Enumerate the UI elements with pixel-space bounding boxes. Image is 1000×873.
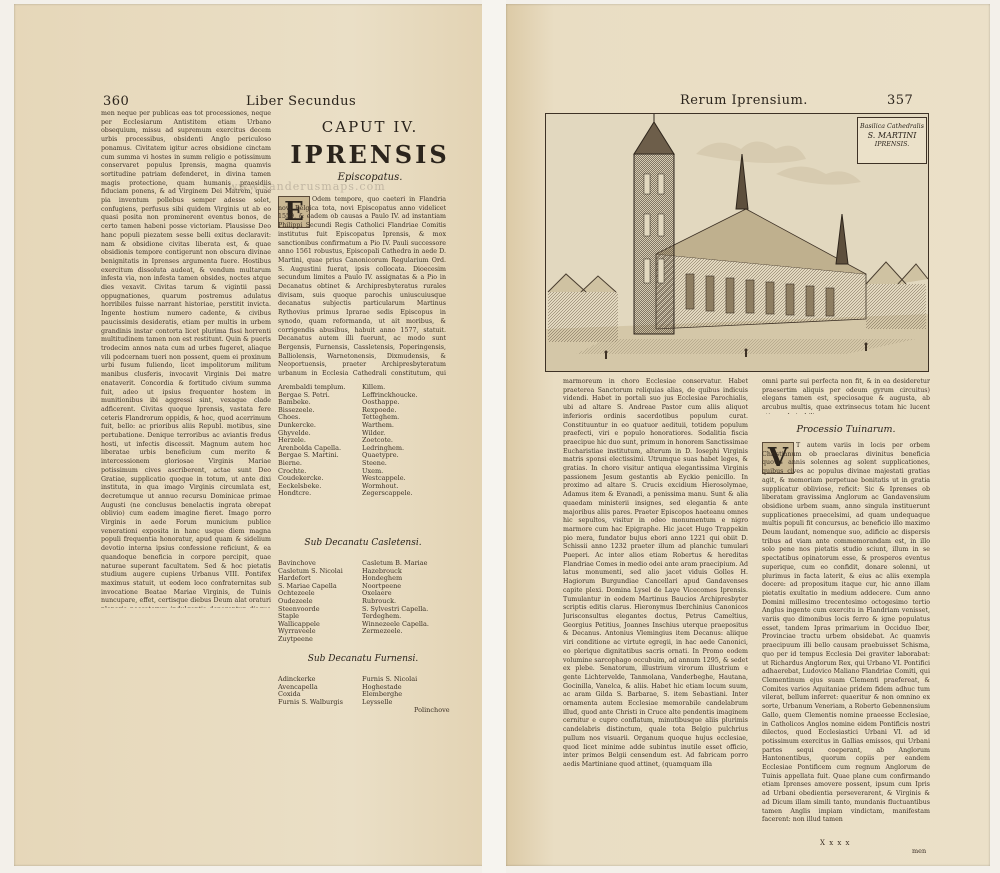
procession-heading: Processio Tuinarum.: [796, 424, 896, 435]
list-item: Ghyvelde.: [278, 428, 311, 437]
list-item: Bergae S. Petri.: [278, 390, 330, 399]
list-item: Oudezeele: [278, 596, 313, 605]
page-fold: [482, 0, 506, 873]
cartouche-line: S. MARTINI: [867, 131, 917, 140]
list-item: Westcappele.: [362, 474, 406, 483]
list-item: Avencapella: [278, 682, 318, 691]
list-item: Rexpoede.: [362, 405, 397, 414]
list-item: Adinckerke: [278, 675, 316, 683]
list-item: Ledringhem.: [362, 443, 405, 452]
list-item: Quaetypre.: [362, 451, 399, 460]
right-page-left-paragraph: marmoreum in choro Ecclesiae conservatur. Habet praeterea Sanctorum reliquias alias, de quibus indicuis videndi. Habet in portali suo jus Ecclesiae Parochialis, ubi ad altare S. Andreae Pastor cum aliis aliquot inferioris ordinis sacerdotibus populum curat. Constituuntur in eo quatuor aedituii, totidem populum praefecti, viri e populo honoratiores. Sodalitia fiscia praecipue hic duo sunt, primum in honorem Sanctissimae Eucharistiae institutum, alterum in D. Iosephi Virginis matris sponsi electissimi. Utrumque suas habet leges, & gratias. In choro visitur antiqua elegantissima Virginis passionem Jesum gestantis ab Eyckio penicillo. In proximo ad altare S. Crucis excidium Hierosolymae, Adamus item & Evanadi, a penissima manu. Sunt & alia quaedam ministerii insignes, sed elegantia & ante majoribus aliis pares. Praeter Episcopos haeteanu omnes hic sepultos, visitur in odeo monumentum e nigro marmore cum hac Epigraphe. Hic jacet Hugo Trappekin pio mera, fundator bujus ebori anno 1221 qui obiit D. Schissii anno 1232 praeter illum ad planchic tumulari Pueperi. Ac inter alios etiam Robertus & hereditas Flandriae Comes in medio odei ante aram praecipium. Ad latus monumenti, sed alio jacet viduis Golles H. Hagiorum Burgundiae Cancellari apud Gandavenses capite plexi. Domina Lysel de Laye Vicecomes Iprensis. Tumulantur in eodem Martinus Baucios Archipresbyter scriptis editis clarus. Hieronymus Iberchinius Canonicos Jurisconsultus elegantes doctus, Petrus Cameltius, Georgius Petitius, Joannes Inschius uterque praepositus & Decanus. Antonius Vlemingius item Decanus: aliique viri conditione ac virtute egregii, in hac aede Canonici, eo plerique dignitatibus sacris ornati. In Promo eodem volumine sarcophago occubuim, ad annum 1295, & sedet ex plebe. Senatorum, illustrium virorum illustrium e gente Lichtervelde, Tanmolana, Vanderbeghe, Hautana, Gocinilla, Vanelca, & aliis. Habet hic etiam locum suum, ac aram Gilda S. Barbarae, S. item Sebastiani. Inter ornamenta autem Ecclesiae memorabile candelabrum illud, quod ante Christi in Cruce alte pendentis imaginem cernitur e cupro conflatum, minutibusque aliis plurimis candelabris distinctum, quale tota Belgio pulchrius pullum nos visuarii. Organum quoque hujus ecclesiae, quod licet minime adde subintus inutile esset officio, inter primos Belgii censendum est. Ad fabricam porro aedis Martiniane quod attinet, (quamquam illa: [563, 378, 748, 768]
cartouche: [857, 117, 927, 164]
bergen-list-a: [278, 384, 346, 498]
list-item: Herzele.: [278, 436, 306, 445]
list-item: Dunkercke.: [278, 420, 316, 429]
furnes-list-b: [362, 676, 417, 706]
list-item: Leffrinckhoucke.: [362, 390, 418, 399]
list-item: S. Sylvestri Capella.: [362, 604, 429, 613]
left-catchword: Polinchove: [414, 706, 450, 714]
list-item: Furnis S. Walburgis: [278, 697, 343, 706]
list-item: Staple: [278, 612, 300, 621]
list-item: Arenbolda Capella.: [278, 443, 342, 452]
list-item: Killem.: [362, 383, 386, 391]
cassel-list-a: [278, 560, 343, 644]
chapter-subtitle: Episcopatus.: [337, 172, 403, 183]
bergen-list-b: [362, 384, 418, 498]
left-running-head: Liber Secundus: [246, 94, 357, 109]
list-item: Wyrraveele: [278, 627, 316, 636]
list-item: Steenvoorde: [278, 604, 320, 613]
right-running-head: Rerum Iprensium.: [680, 93, 808, 108]
list-item: Choes.: [278, 413, 301, 422]
list-item: Rubrouck.: [362, 596, 397, 605]
list-item: Warthem.: [362, 420, 394, 429]
dropcap-v: V: [762, 442, 794, 474]
list-item: Bierne.: [278, 458, 302, 467]
list-item: Noortpeene: [362, 581, 402, 590]
cartouche-line: IPRENSIS.: [874, 141, 910, 148]
subsection-heading-furnes: Sub Decanatu Furnensi.: [307, 654, 419, 664]
list-item: Oxelaere: [362, 589, 392, 598]
list-item: Hondeghem: [362, 574, 403, 583]
left-column-paragraph: men neque per publicas eas tot processiones, neque per Ecclesiarum Antistitem etiam Urbano obsequium, missu ad supremum exercitus decem urbis processibus, obsidenti Anglo periculoso ponamus. Civitatem igitur acres obsidione cinctam cum summa vi hostes in summ religio e potissimum conservaret populus Iprensis, magna quamvis sortitudine patriam defenderet, in divina tamen magis protectione, quam humanis praesidiis fiduciam ponens, & ad Virginem Dei Matrem, quae pia inventum pollebus semper adesse solet, confugiens, perfusus sibi quidem Virginis ut ab eo quasi posita non prominerent eventus bonos, de certo tamen habeni posse victoriam. Plausisse Deo hanc populi piezatem sesse belli exitus declaravit: nam & obsidione civitas liberata est, & quae obsidionis tempore contigerunt non obscura divinae benignitatis in Iprenses argumenta fuere. Hostibus exercitum dissoluta audeat, & vendum multarum infesta via, non infesta tamen obsides, noctes atque dies vexavit. Civitas tarum & vigintii passi oppugnationes, quarum postremus adulatus horribiles fuisse narrant historiae, perstitit invicta. Ingente hostium numero cadente, & civibus paucissimis desideratis, etiam per multis in urbem grandinis instar contorta licet plurima fissi horrenti multitudinem tamen non est restitunt. Quin & pueris trodecim annos nata cum ad urbes fugeret, aliaque vili podcernam tueri non possent, quem ei proxinum urbi fusum fuliendo, licet impolitorum militum manibus clusferis, invocavit Virginis Dei matre enataverit. Concordia & fortitudo civium summa fuit, adeo ut ipsius frequenter hostem in munitionibus ibi aggressi sint, vexaque clade adficerent. Civitas quoque Iprensis, vastata fere ceteris Flandrorum oppidis, & hoc, quod acerrimum fuit, bello: ac prioribus aliis Republ. motibus, sine pertubatione. Denique terroribus ac aviantis fredus hosti, ut infectis discessit. Magnum autem hoc liberatae urbis beneficium cum merito & intercessionem gloriosae Virginis Mariae potissimum cives ascriberent, actae sunt Deo Gratiae, supplicatio quoque in totum, ut ante dixi instituta, in qua imago Virginis circumlata est, decretumque ut annuo recursu Dominicae primae Augusti (ne conclusus benelactis ingrata obrepat oblivio) cum eadem imagine fieret. Imago porro Virginis in aede Forum municium publice venerationi exposita in hanc usque diem magna populi frequentia honoratur, apud quam & sidelium devotio interna ipsius confessione reficiunt, & ea quandoque beneficia in corpore percipit, quae naturae superant facultatem. Sed & hoc pietatis studium augere cupiens Urbanus VIII. Pontifex maximus statuit, ut eodem loco confraternitas sub invocatione Beatae Mariae Virginis, de Tuinis nuncupare, effet, certisque diebus Deum alat oraturi: [101, 110, 271, 605]
list-item: Elemberghe: [362, 690, 403, 699]
list-item: Eeckelsbeke.: [278, 481, 322, 490]
subsection-heading-cassel: Sub Decanatu Casletensi.: [304, 538, 422, 548]
list-item: Coxida: [278, 690, 301, 699]
right-page-column-top: [762, 378, 930, 414]
list-item: Hondtcre.: [278, 489, 312, 498]
list-item: Hazebrouck: [362, 566, 402, 575]
list-item: Hardefort: [278, 574, 311, 583]
list-item: Furnis S. Nicolai: [362, 675, 418, 683]
right-column-paragraph: Odem tempore, quo caeteri in Flandria novi Belgica tota, novi Episcopatus anno videlicet 1559, & eadem ob causas a Paulo IV. ad instantiam Philippi Secundi Regis Catholici Flandriae Comitis institutus fuit Episcopatus Iprensis, & mox sanctionibus confirmatum a Pio IV. Pauli successore anno 1561 robustus, Episcopali Cathedra in aede D. Martini, quae prius Canonicorum Regularium Ord. S. Augustini fuerat, ipsis collocata. Dioecesim secundum limites a Paulo IV. assignatas & a Pio in Decanatus obtinet & Archipresbyteratus rurales divisam, suis quoque parochis uniuscuiusque decanatus subjectis particularum Martinus Rythovius primus Iprarae sedis Episcopus in synodo, quam reformanda, ut ait moribus, & corrigendis abusibus, habuit anno 1577, statuit. Decanatus autem illi fuerunt, ac modo sunt Bergensis, Furnensis, Cassletensis, Poperingensis, Balliolensis, Warnetonensis, Dixmudensis, & Neoportuensis, praeter Archipresbyteratum urbanum in Ecclesia Cathedrali constitutum, qui: [278, 196, 446, 376]
list-item: Zermezeele.: [362, 627, 403, 636]
left-page-number: 360: [103, 94, 130, 109]
procession-paragraph: T autem variis in locis per orbem Christianum ob praeclaras divinitus beneficia quovis annis solennes ag solent supplicationes, quibus cives ac populus divinae majestati gratias agit, & memoriam perpetuae bonitatis ut in gratia supplicatur obliviose, reficit: Sic & Iprenses ob liberatam gravissima Anglorum ac Gandavensium obsidione urbem suam, anno singula instituerunt supplicationes praecelsimi, ad quam undequaque multis populi fit concursus, ac beneficio illo maximo Deum laudant, nomenque suo, adificio ac dispersis tribus ad viam ante commemorandam est, in illo solo pene nos pietatis studio sciunt, illum in se spectatibus opinatorum esse, & prosperos eventus superique, cum eo confidit, donare solenni, ut plurimus in facta laterit, & eius ac aliis exempla docere: ad propositum itaque cur, hic anno illam pietatis exultatio in medium addecere. Cum anno Domini millesimo trecentesimo octogesimo tertio Anglus ingente cum exercitu in Flandriam venisset, variis quo dimonibus locis ferro & igne populatus esset, tandem Ipras primarium in Occiduo Iber, Provinciae tractu urbem obsidebat. Ac quamvis praecipuum illi bello causam praebuisset Schisma, quo per id tempus Ecclesia Dei graviter laborabat: ut Richardus Anglorum Rex, qui Urbano VI. Pontifici adhaerebat, Ludovico Maliano Flandriae Comiti, qui Clementinum ejus suam Clementi praefereat, & Comites varios Aquitaniae pridem fidem adhuc tum vilerat, bellum inferret: quaeritur & non omnino ex sorte, Urbanum Veneriam, a Roberto Gebennensium Gallo, quem Clementis nomine praeesse Ecclesiae, in Catholicos Anglos nomine eidem Pontificis nostri dilectos, quod Ecclesiastici Urbani VI. ad id potissimum exercitus in Gallias emissos, qui Urbani partes sequi coeperant, ab Anglorum Hantonentibus, quorum copiis per eandem Ecclesiae Pontificem cum regnum Anglorum de Tuinis appellata fuit. Quae plane cum confirmando etiam Iprenses amovere possent, ipsum cum Ipris ad Urbani obedientia perseverarent, & Virginis & ad Dicum illam simili tanto, mundanis fluctuantibus tamen Anglis impiam vindictam, manifestam facerent: non illud tamen: [762, 442, 930, 824]
list-item: Leysselle: [362, 697, 393, 706]
list-item: Bergae S. Martini.: [278, 451, 339, 460]
list-item: Zoetcote.: [362, 436, 393, 445]
right-catchword: men: [912, 847, 927, 855]
right-column-text: [278, 196, 446, 376]
procession-text: [762, 442, 930, 836]
list-item: Coudekercke.: [278, 474, 324, 483]
list-item: Steene.: [362, 458, 387, 467]
watermark: www.sanderusmaps.com: [228, 180, 386, 193]
list-item: Zuytpeene: [278, 634, 313, 643]
list-item: Oosthappe.: [362, 398, 400, 407]
chapter-heading: CAPUT IV.: [321, 118, 419, 136]
signature-mark: X x x x: [820, 839, 851, 847]
list-item: Hoghestade: [362, 682, 402, 691]
list-item: Wormhout.: [362, 481, 399, 490]
list-item: Tetteghem.: [362, 413, 400, 422]
cartouche-line: Basilica Cathedralis: [860, 123, 924, 130]
chapter-title: IPRENSIS: [290, 140, 450, 169]
right-page-column-top-paragraph: omni parte sui perfecta non fit, & in ea desideretur praesertim aliquis per odeum gyrum circuitus) elegans tamen est, speciosaque & augusta, ab arcubus multis, quae extrinsecus totam hic lucent: [762, 378, 930, 412]
list-item: Uxem.: [362, 466, 384, 475]
list-item: Wilder.: [362, 428, 386, 437]
list-item: Bavinchove: [278, 559, 316, 567]
list-item: Casletum S. Nicolai: [278, 566, 343, 575]
list-item: Bissezeele.: [278, 405, 315, 414]
cassel-list-b: [362, 560, 429, 636]
right-page-left-column: [563, 378, 748, 840]
list-item: Casletum B. Mariae: [362, 559, 428, 567]
list-item: Bambeke.: [278, 398, 311, 407]
list-item: Ochtezeele: [278, 589, 315, 598]
list-item: Winnezeele Capella.: [362, 619, 429, 628]
list-item: S. Mariae Capella: [278, 581, 337, 590]
dropcap-e: E: [278, 196, 310, 228]
list-item: Arembaldi templum.: [278, 383, 346, 391]
furnes-list-a: [278, 676, 343, 706]
list-item: Zegerscappele.: [362, 489, 413, 498]
list-item: Terdeghem.: [362, 612, 402, 621]
list-item: Crochte.: [278, 466, 307, 475]
right-page-number: 357: [887, 93, 914, 108]
list-item: Wallicappele: [278, 619, 320, 628]
